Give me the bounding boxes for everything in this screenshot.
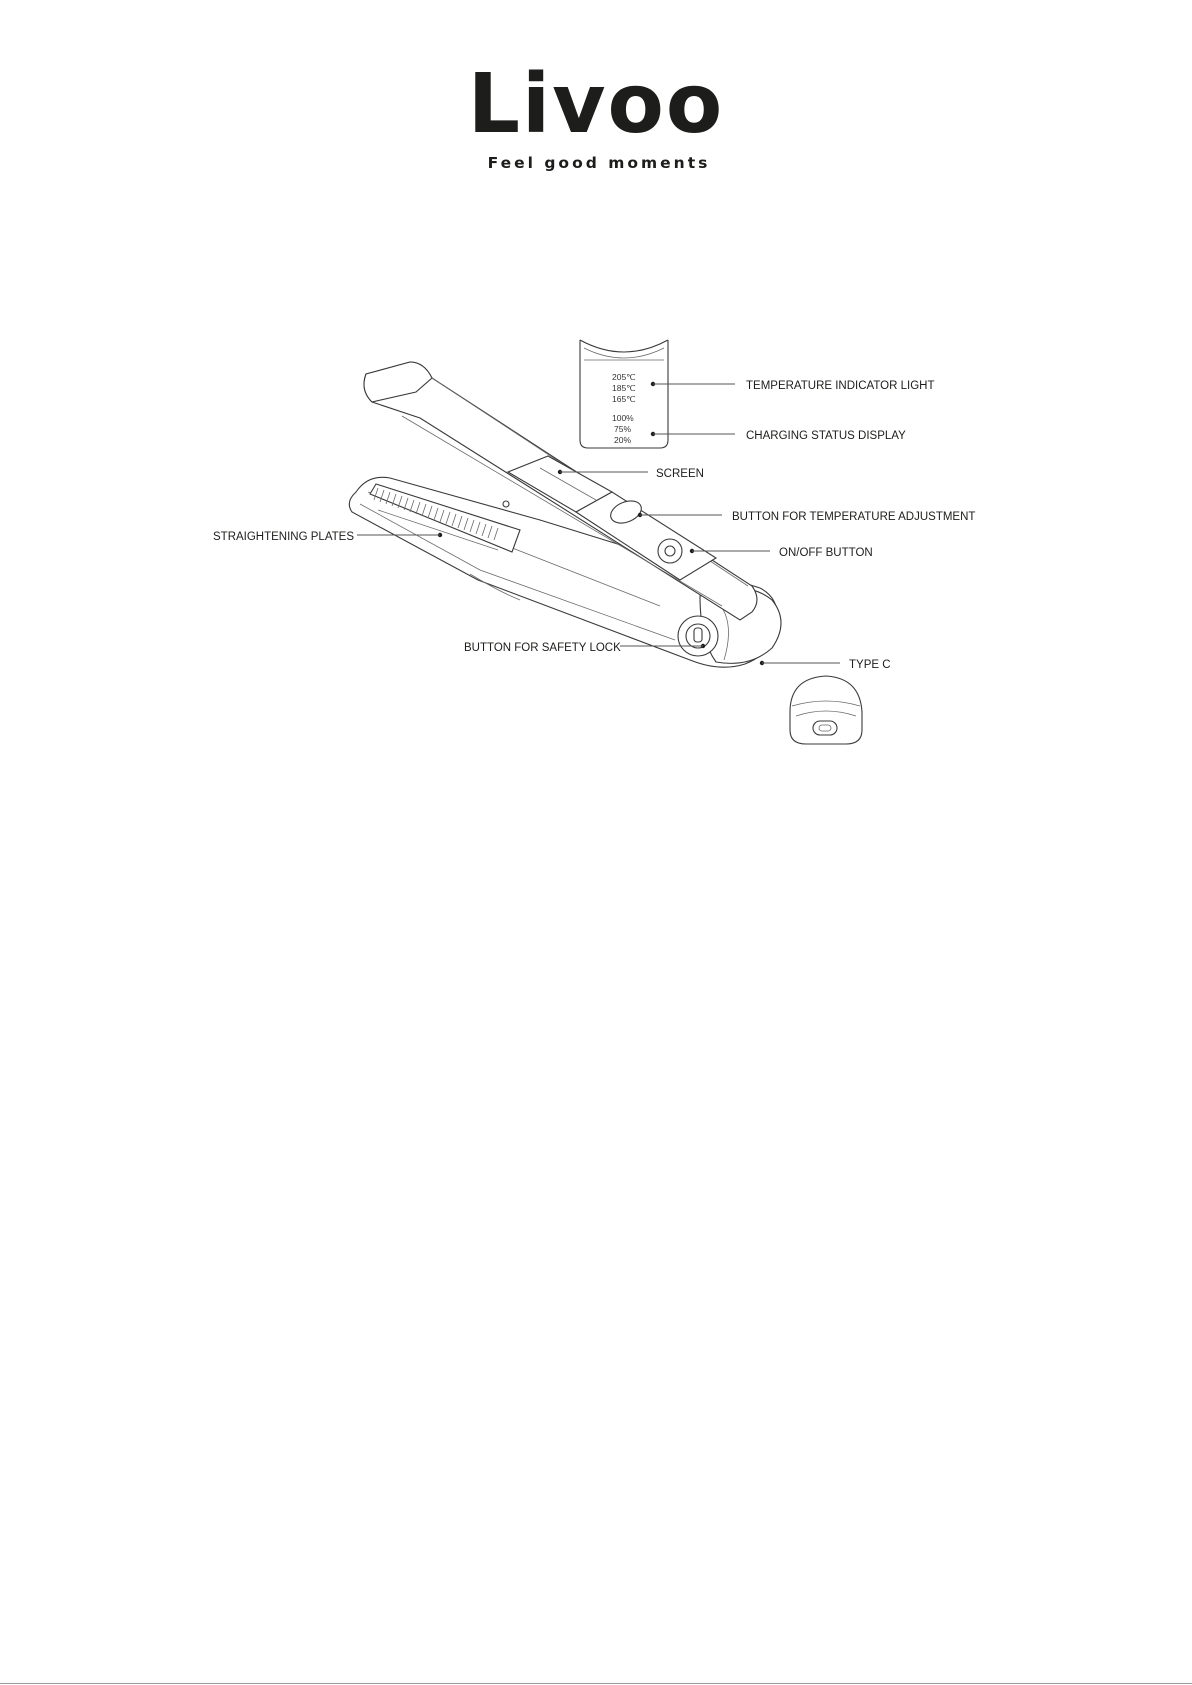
brand-wordmark: Livoo — [467, 57, 725, 152]
label-screen: SCREEN — [656, 468, 704, 480]
charge-100: 100% — [612, 413, 634, 423]
charge-75: 75% — [614, 424, 632, 434]
label-temperature-indicator-light: TEMPERATURE INDICATOR LIGHT — [746, 380, 935, 392]
label-button-safety-lock: BUTTON FOR SAFETY LOCK — [464, 642, 621, 654]
label-button-temperature-adjustment: BUTTON FOR TEMPERATURE ADJUSTMENT — [732, 511, 976, 523]
label-type-c: TYPE C — [849, 659, 891, 671]
brand-tagline: Feel good moments — [487, 154, 711, 172]
label-charging-status-display: CHARGING STATUS DISPLAY — [746, 430, 906, 442]
type-c-inset — [790, 676, 862, 744]
label-straightening-plates: STRAIGHTENING PLATES — [213, 531, 355, 543]
temp-165: 165℃ — [612, 394, 636, 404]
temp-205: 205℃ — [612, 372, 636, 382]
charge-20: 20% — [614, 435, 632, 445]
page-bottom-rule — [0, 1683, 1192, 1684]
label-on-off-button: ON/OFF BUTTON — [779, 547, 873, 559]
screen-detail-inset — [580, 340, 668, 448]
temp-185: 185℃ — [612, 383, 636, 393]
